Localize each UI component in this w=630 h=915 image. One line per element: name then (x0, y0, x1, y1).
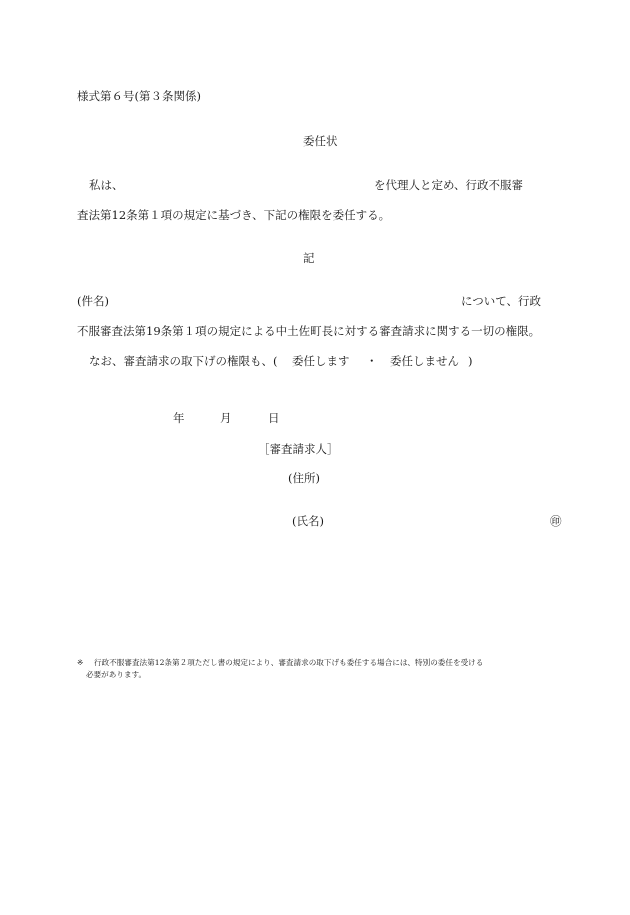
withdrawal-separator: ・ (366, 354, 378, 368)
form-number: 様式第６号(第３条関係) (77, 89, 201, 103)
date-month: 月 (220, 411, 232, 425)
note-line2: 必要があります。 (86, 670, 147, 679)
seal-mark: ㊞ (550, 514, 562, 528)
name-label: (氏名) (292, 514, 324, 528)
withdrawal-option-delegate[interactable]: 委任します (292, 354, 350, 368)
note-line1: 行政不服審査法第12条第２項ただし書の規定により、審査請求の取下げも委任する場合には、特別の委任を受ける (94, 658, 484, 667)
withdrawal-text: なお、審査請求の取下げの権限も、( (89, 354, 278, 368)
requester-heading: ［審査請求人］ (258, 442, 339, 456)
note-mark: ※ (77, 658, 84, 667)
delegation-line2: 査法第12条第１項の規定に基づき、下記の権限を委任する。 (77, 208, 391, 222)
delegation-line1-prefix: 私は、 (89, 178, 124, 192)
matter-line2: 不服審査法第19条第１項の規定による中土佐町長に対する審査請求に関する一切の権限。 (77, 324, 541, 338)
matter-label: (件名) (77, 294, 109, 308)
ki-heading: 記 (303, 251, 315, 265)
document-title: 委任状 (303, 134, 338, 148)
delegation-line1-suffix: を代理人と定め、行政不服審 (374, 178, 524, 192)
withdrawal-option-not-delegate[interactable]: 委任しません (390, 354, 459, 368)
date-day: 日 (268, 411, 280, 425)
address-label: (住所) (288, 471, 320, 485)
date-year: 年 (173, 411, 185, 425)
matter-suffix: について、行政 (461, 294, 542, 308)
withdrawal-close: ) (468, 354, 473, 368)
